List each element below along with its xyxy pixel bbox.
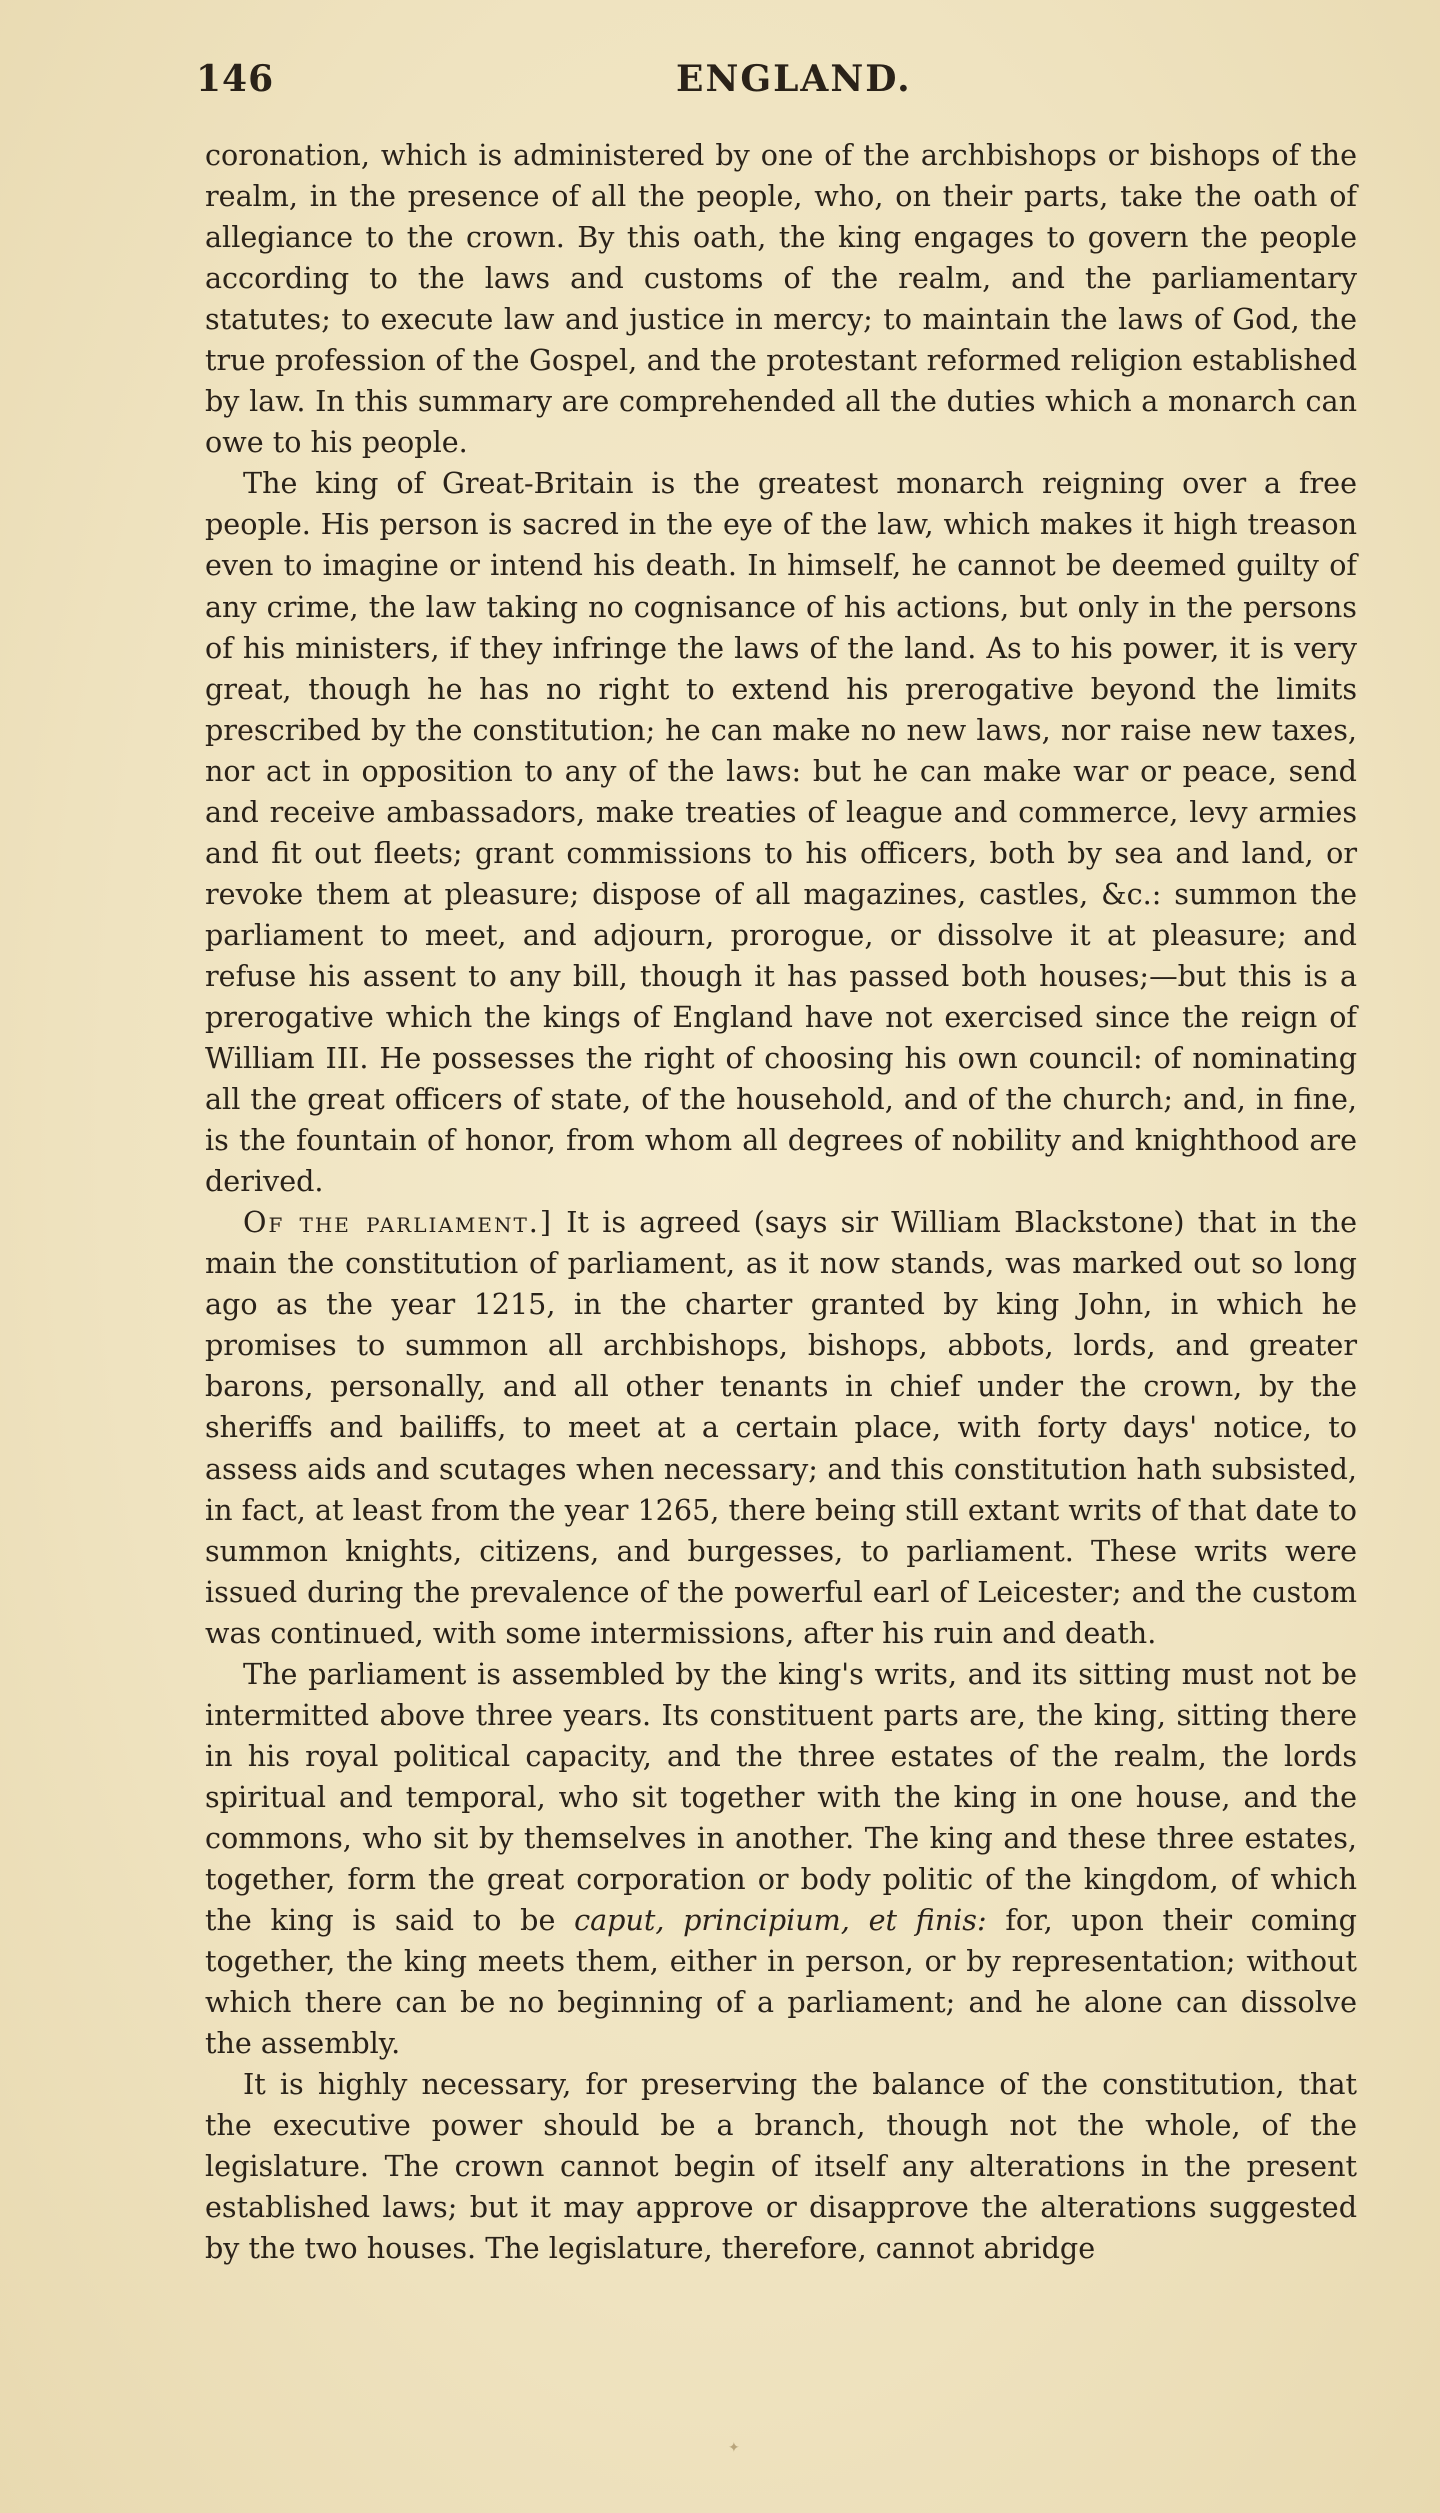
body-text xyxy=(205,135,1357,2269)
running-head xyxy=(196,58,1366,118)
paragraph-parliament-assembly xyxy=(205,1654,1357,2064)
latin-phrase: caput, principium, et finis: xyxy=(574,1903,987,1938)
paragraph-executive-power xyxy=(205,2064,1357,2269)
paragraph-text: The parliament is assembled by the king's writs, and its sitting must not be intermitted above three years. Its constituent parts are, the king, sitting there in his royal political capacity, and the three estates of the realm, the lords spiritual and temporal, who sit together with the king in one house, and the commons, who sit by themselves in another. The king and these three estates, together, form the great corporation or body politic of the kingdom, of which the king is said to be xyxy=(205,1656,1357,1938)
running-title: ENGLAND. xyxy=(676,58,912,100)
paragraph-text: for, upon their coming together, the king meets them, either in person, or by representation; without which there can be no beginning of a parliament; and he alone can dissolve the assembly. xyxy=(205,1903,1357,2061)
paragraph-parliament-origins xyxy=(205,1202,1357,1654)
paragraph-text: It is highly necessary, for preserving the balance of the constitution, that the executive power should be a branch, though not the whole, of the legislature. The crown cannot begin of itself any alterations in the present established laws; but it may approve or disapprove the alterations suggested by the two houses. The legislature, therefore, cannot abridge xyxy=(205,2067,1357,2266)
paragraph-coronation xyxy=(205,135,1357,463)
page-number: 146 xyxy=(196,58,275,100)
page-blemish-mark: ✦ xyxy=(728,2440,740,2456)
paragraph-text: The king of Great-Britain is the greatest monarch reigning over a free people. His person is sacred in the eye of the law, which makes it high treason even to imagine or intend his death. In himself, he cannot be deemed guilty of any crime, the law taking no cognisance of his actions, but only in the persons of his ministers, if they infringe the laws of the land. As to his power, it is very great, though he has no right to extend his prerogative beyond the limits prescribed by the constitution; he can make no new laws, nor raise new taxes, nor act in opposition to any of the laws: but he can make war or peace, send and receive ambassadors, make treaties of league and commerce, levy armies and fit out fleets; grant commissions to his officers, both by sea and land, or revoke them at pleasure; dispose of all magazines, castles, &c.: summon the parliament to meet, and adjourn, prorogue, or dissolve it at pleasure; and refuse his assent to any bill, though it has passed both houses;—but this is a prerogative which the kings of England have not exercised since the reign of William III. He possesses the right of choosing his own council: of nominating all the great officers of state, of the household, and of the church; and, in fine, is the fountain of honor, from whom all degrees of nobility and knighthood are derived. xyxy=(205,466,1357,1199)
paragraph-text: coronation, which is administered by one of the archbishops or bishops of the realm, in the presence of all the people, who, on their parts, take the oath of allegiance to the crown. By this oath, the king engages to govern the people according to the laws and customs of the realm, and the parliamentary statutes; to execute law and justice in mercy; to maintain the laws of God, the true profession of the Gospel, and the protestant reformed religion established by law. In this summary are comprehended all the duties which a monarch can owe to his people. xyxy=(205,138,1357,460)
section-heading: Of the parliament.] xyxy=(243,1205,554,1240)
paragraph-king-powers xyxy=(205,463,1357,1202)
paragraph-text: It is agreed (says sir William Blackstone) that in the main the constitution of parliament, as it now stands, was marked out so long ago as the year 1215, in the charter granted by king John, in which he promises to summon all archbishops, bishops, abbots, lords, and greater barons, personally, and all other tenants in chief under the crown, by the sheriffs and bailiffs, to meet at a certain place, with forty days' notice, to assess aids and scutages when necessary; and this constitution hath subsisted, in fact, at least from the year 1265, there being still extant writs of that date to summon knights, citizens, and burgesses, to parliament. These writs were issued during the prevalence of the powerful earl of Leicester; and the custom was continued, with some intermissions, after his ruin and death. xyxy=(205,1205,1358,1650)
